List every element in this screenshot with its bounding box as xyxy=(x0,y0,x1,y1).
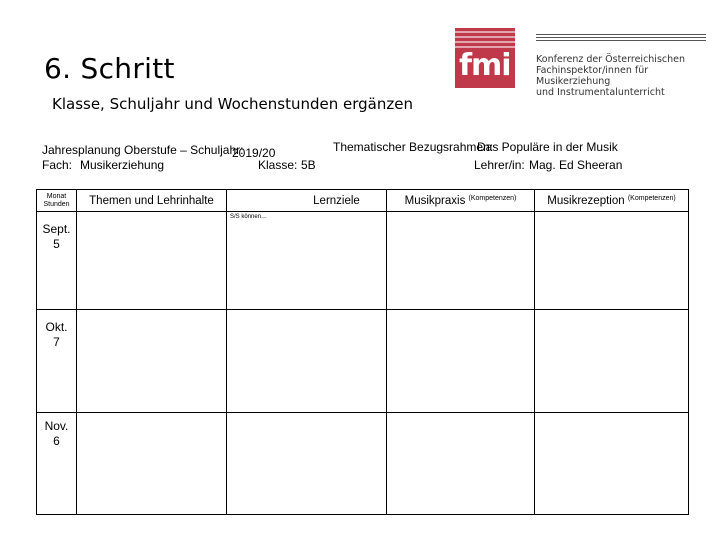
subject-label: Fach: xyxy=(42,158,73,172)
org-header-lines xyxy=(536,34,706,48)
teacher-label: Lehrer/in: xyxy=(474,158,525,172)
org-line-2: Fachinspektor/innen für Musikerziehung xyxy=(536,65,649,87)
header-practice-note: (Kompetenzen) xyxy=(468,195,517,202)
header-hours-label: Stunden xyxy=(43,201,70,208)
header-month-label: Monat xyxy=(46,193,67,200)
hours-value: 5 xyxy=(53,237,60,251)
hours-value: 6 xyxy=(53,434,60,448)
table-row xyxy=(37,212,689,310)
topics-cell[interactable] xyxy=(77,212,227,310)
theme-value: Das Populäre in der Musik xyxy=(477,140,618,154)
logo-text: fmi xyxy=(459,48,511,83)
slide-title: 6. Schritt xyxy=(44,52,175,85)
topics-cell[interactable] xyxy=(77,310,227,413)
header-topics: Themen und Lehrinhalte xyxy=(77,190,227,212)
class-value: 5B xyxy=(301,158,316,172)
header-month xyxy=(37,190,77,212)
practice-cell[interactable] xyxy=(387,310,535,413)
org-line-1: Konferenz der Österreichischen xyxy=(536,54,686,65)
header-reception-label: Musikrezeption xyxy=(547,195,625,207)
year-plan-table xyxy=(36,189,689,515)
header-practice xyxy=(387,190,535,212)
org-name xyxy=(536,54,706,98)
month-label: Okt. xyxy=(45,320,68,334)
header-practice-label: Musikpraxis xyxy=(404,195,466,207)
school-year: 2019/20 xyxy=(232,146,276,160)
goals-cell[interactable] xyxy=(227,413,387,515)
reception-cell[interactable] xyxy=(535,212,689,310)
goals-hint: S/S können… xyxy=(230,214,268,220)
practice-cell[interactable] xyxy=(387,212,535,310)
month-cell xyxy=(37,310,77,413)
header-reception-note: (Kompetenzen) xyxy=(627,195,676,202)
month-label: Nov. xyxy=(44,419,69,433)
logo-staff-lines xyxy=(455,28,515,48)
month-label: Sept. xyxy=(42,222,71,236)
thematic-label: Thematischer Bezugsrahmen: xyxy=(333,140,494,154)
org-line-3: und Instrumentalunterricht xyxy=(536,87,665,98)
planning-label: Jahresplanung Oberstufe – Schuljahr: xyxy=(42,143,244,157)
table-row xyxy=(37,413,689,515)
goals-cell[interactable] xyxy=(227,212,387,310)
reception-cell[interactable] xyxy=(535,310,689,413)
month-cell xyxy=(37,413,77,515)
table-row xyxy=(37,310,689,413)
slide-subtitle: Klasse, Schuljahr und Wochenstunden ergänzen xyxy=(52,95,413,113)
header-goals: Lernziele xyxy=(227,190,387,212)
hours-value: 7 xyxy=(53,335,60,349)
class-label: Klasse: xyxy=(258,158,298,172)
month-cell xyxy=(37,212,77,310)
goals-cell[interactable] xyxy=(227,310,387,413)
practice-cell[interactable] xyxy=(387,413,535,515)
header-reception xyxy=(535,190,689,212)
table-header-row xyxy=(37,190,689,212)
teacher-value: Mag. Ed Sheeran xyxy=(529,158,623,172)
reception-cell[interactable] xyxy=(535,413,689,515)
fmi-logo xyxy=(455,28,515,88)
subject-value: Musikerziehung xyxy=(80,158,165,172)
topics-cell[interactable] xyxy=(77,413,227,515)
